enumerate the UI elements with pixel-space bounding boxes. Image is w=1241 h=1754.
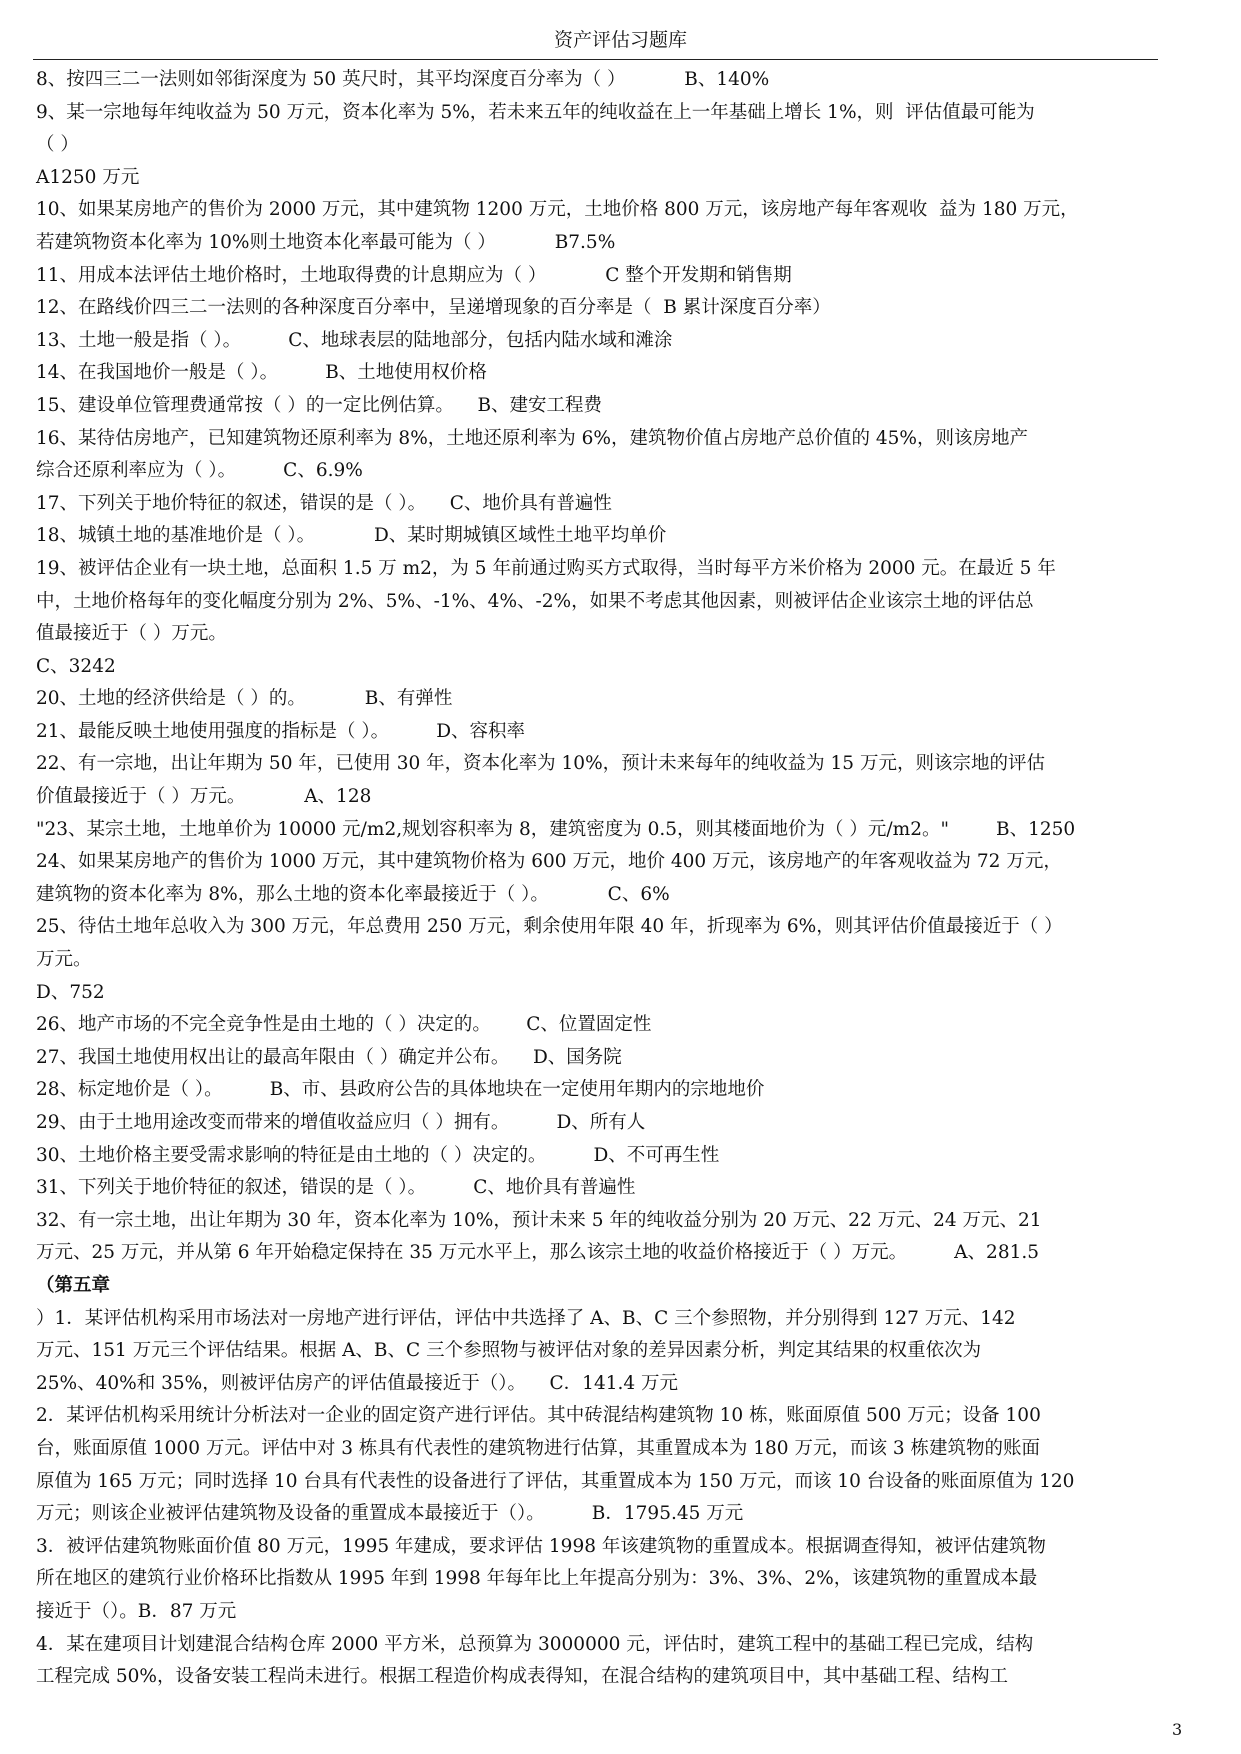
text-line: 20、土地的经济供给是（ ）的。 B、有弹性 [36, 688, 453, 710]
text-line: 2．某评估机构采用统计分析法对一企业的固定资产进行评估。其中砖混结构建筑物 10 栋，账面原值 500 万元；设备 100 [36, 1405, 1041, 1427]
text-line: 27、我国土地使用权出让的最高年限由（ ）确定并公布。 D、国务院 [36, 1046, 622, 1068]
text-line: 12、在路线价四三二一法则的各种深度百分率中，呈递增现象的百分率是（ B 累计深度百分率） [36, 297, 831, 319]
text-line: "23、某宗土地，土地单价为 10000 元/m2,规划容积率为 8，建筑密度为 0.5，则其楼面地价为（ ）元/m2。" B、1250 [36, 818, 1076, 840]
page-header-title: 资产评估习题库 [553, 29, 687, 51]
text-line: 16、某待估房地产，已知建筑物还原利率为 8%，土地还原利率为 6%，建筑物价值占房地产总价值的 45%，则该房地产 [36, 427, 1029, 449]
text-line: 10、如果某房地产的售价为 2000 万元，其中建筑物 1200 万元，土地价格 800 万元，该房地产每年客观收 益为 180 万元， [36, 199, 1079, 221]
text-line: 万元、25 万元，并从第 6 年开始稳定保持在 35 万元水平上，那么该宗土地的收益价格接近于（ ）万元。 A、281.5 [36, 1242, 1040, 1264]
text-line: 24、如果某房地产的售价为 1000 万元，其中建筑物价格为 600 万元，地价 400 万元，该房地产的年客观收益为 72 万元， [36, 851, 1062, 873]
text-line: 万元。 [36, 949, 92, 971]
text-line: 若建筑物资本化率为 10%则土地资本化率最可能为（ ） B7.5% [36, 231, 616, 253]
text-line: 台，账面原值 1000 万元。评估中对 3 栋具有代表性的建筑物进行估算，其重置成本为 180 万元，而该 3 栋建筑物的账面 [36, 1437, 1040, 1459]
document-body [36, 64, 1204, 1694]
text-line: 25、待估土地年总收入为 300 万元，年总费用 250 万元，剩余使用年限 40 年，折现率为 6%，则其评估价值最接近于（ ） [36, 916, 1063, 938]
text-line: C、3242 [36, 655, 116, 677]
text-line: 25%、40%和 35%，则被评估房产的评估值最接近于（）。 C．141.4 万元 [36, 1372, 679, 1394]
text-line: 13、土地一般是指（ ）。 C、地球表层的陆地部分，包括内陆水域和滩涂 [36, 329, 673, 351]
text-line: 15、建设单位管理费通常按（ ）的一定比例估算。 B、建安工程费 [36, 394, 603, 416]
text-line: 综合还原利率应为（ ）。 C、6.9% [36, 460, 363, 482]
text-line: 32、有一宗土地，出让年期为 30 年，资本化率为 10%，预计未来 5 年的纯收益分别为 20 万元、22 万元、24 万元、21 [36, 1209, 1042, 1231]
text-line: 18、城镇土地的基准地价是（ ）。 D、某时期城镇区域性土地平均单价 [36, 525, 667, 547]
text-line: A1250 万元 [36, 166, 140, 188]
text-line: 万元；则该企业被评估建筑物及设备的重置成本最接近于（）。 B．1795.45 万元 [36, 1503, 744, 1525]
text-line: 31、下列关于地价特征的叙述，错误的是（ ）。 C、地价具有普遍性 [36, 1177, 636, 1199]
text-line: D、752 [36, 981, 105, 1003]
text-line: 14、在我国地价一般是（ ）。 B、土地使用权价格 [36, 362, 487, 384]
text-line: 8、按四三二一法则如邻街深度为 50 英尺时，其平均深度百分率为（ ） B、140% [36, 69, 770, 90]
text-line: 万元、151 万元三个评估结果。根据 A、B、C 三个参照物与被评估对象的差异因素分析，判定其结果的权重依次为 [36, 1340, 982, 1362]
text-line: 22、有一宗地，出让年期为 50 年，已使用 30 年，资本化率为 10%，预计未来每年的纯收益为 15 万元，则该宗地的评估 [36, 753, 1045, 775]
page-number: 3 [1172, 1720, 1183, 1739]
text-line: 21、最能反映土地使用强度的指标是（ ）。 D、容积率 [36, 720, 526, 742]
text-line: 26、地产市场的不完全竞争性是由土地的（ ）决定的。 C、位置固定性 [36, 1014, 652, 1036]
text-line: 所在地区的建筑行业价格环比指数从 1995 年到 1998 年每年比上年提高分别为：3%、3%、2%，该建筑物的重置成本最 [36, 1568, 1038, 1590]
text-line: ）1．某评估机构采用市场法对一房地产进行评估，评估中共选择了 A、B、C 三个参照物，并分别得到 127 万元、142 [36, 1307, 1016, 1329]
text-line: 价值最接近于（ ）万元。 A、128 [36, 786, 372, 808]
text-line: 工程完成 50%，设备安装工程尚未进行。根据工程造价构成表得知，在混合结构的建筑项目中，其中基础工程、结构工 [36, 1666, 1009, 1688]
text-line: （ ） [36, 134, 79, 156]
text-line: 原值为 165 万元；同时选择 10 台具有代表性的设备进行了评估，其重置成本为 150 万元，而该 10 台设备的账面原值为 120 [36, 1470, 1075, 1492]
text-line: （第五章 [36, 1274, 111, 1296]
text-line: 9、某一宗地每年纯收益为 50 万元，资本化率为 5%，若未来五年的纯收益在上一年基础上增长 1%，则 评估值最可能为 [36, 101, 1035, 123]
text-line: 3．被评估建筑物账面价值 80 万元，1995 年建成，要求评估 1998 年该建筑物的重置成本。根据调查得知，被评估建筑物 [36, 1535, 1046, 1557]
text-line: 4．某在建项目计划建混合结构仓库 2000 平方米，总预算为 3000000 元，评估时，建筑工程中的基础工程已完成，结构 [36, 1633, 1034, 1655]
text-line: 接近于（）。B．87 万元 [36, 1600, 237, 1622]
text-line: 29、由于土地用途改变而带来的增值收益应归（ ）拥有。 D、所有人 [36, 1112, 646, 1133]
text-line: 19、被评估企业有一块土地，总面积 1.5 万 m2，为 5 年前通过购买方式取得，当时每平方米价格为 2000 元。在最近 5 年 [36, 557, 1056, 579]
header-divider [33, 59, 1158, 60]
text-line: 28、标定地价是（ ）。 B、市、县政府公告的具体地块在一定使用年期内的宗地地价 [36, 1079, 765, 1101]
text-line: 建筑物的资本化率为 8%，那么土地的资本化率最接近于（ ）。 C、6% [36, 883, 670, 905]
text-line: 值最接近于（ ）万元。 [36, 623, 227, 645]
text-line: 11、用成本法评估土地价格时，土地取得费的计息期应为（ ） C 整个开发期和销售期 [36, 264, 792, 286]
text-line: 17、下列关于地价特征的叙述，错误的是（ ）。 C、地价具有普遍性 [36, 492, 612, 514]
text-line: 中，土地价格每年的变化幅度分别为 2%、5%、-1%、4%、-2%，如果不考虑其他因素，则被评估企业该宗土地的评估总 [36, 590, 1034, 612]
text-line: 30、土地价格主要受需求影响的特征是由土地的（ ）决定的。 D、不可再生性 [36, 1144, 720, 1166]
